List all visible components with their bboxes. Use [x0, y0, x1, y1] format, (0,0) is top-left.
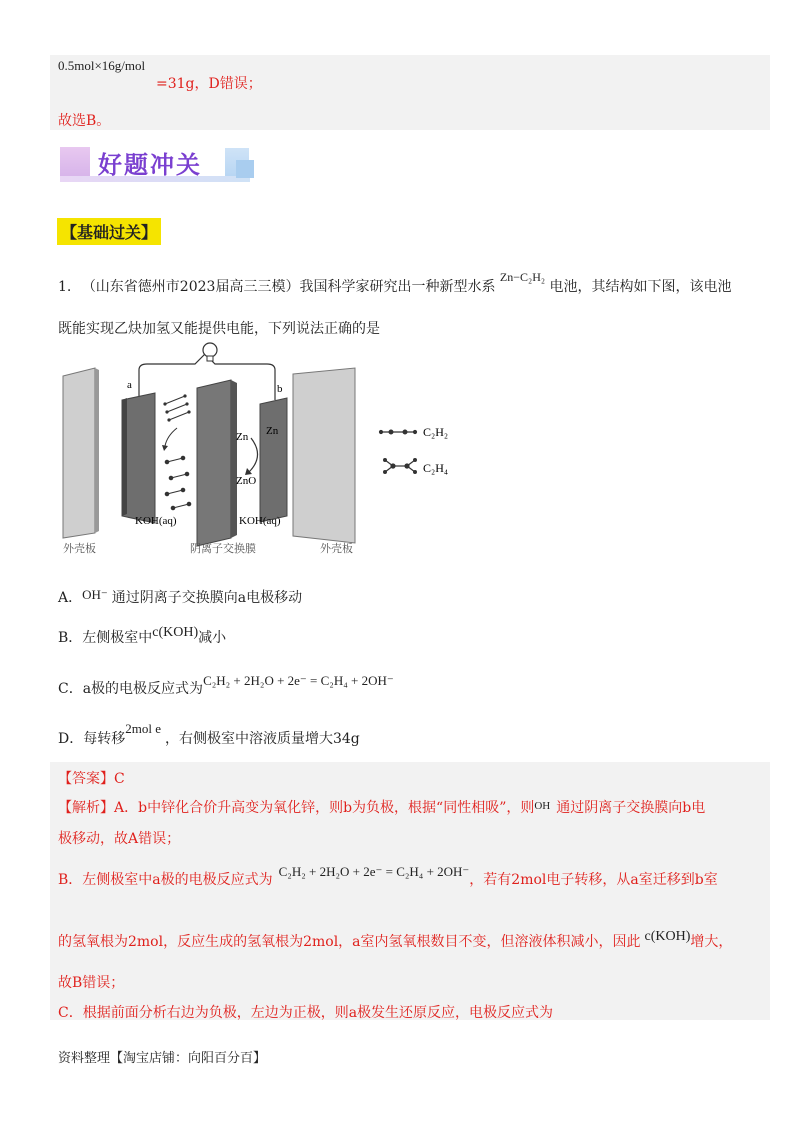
- conclusion-text: 故选B。: [58, 113, 111, 129]
- footer: 资料整理【淘宝店铺：向阳百分百】: [58, 1051, 267, 1066]
- option-d-amount: 2mol e: [125, 721, 161, 736]
- option-b-prefix: B．左侧极室中: [58, 630, 153, 646]
- question-prefix: （山东省德州市2023届高三三模）我国科学家研究出一种新型水系: [81, 279, 496, 295]
- option-a: [58, 587, 302, 607]
- option-d-text: ，右侧极室中溶液质量增大34g: [164, 731, 360, 747]
- battery-diagram: [55, 338, 475, 558]
- arrow-to-electrode: [165, 428, 177, 446]
- legend-c2h2: C₂H₂: [423, 425, 449, 439]
- option-c-equation: C₂H₂ + 2H₂O + 2e⁻ = C₂H₄ + 2OH⁻: [203, 673, 394, 688]
- analysis-a-line-2: 极移动，故A错误；: [58, 831, 181, 847]
- option-a-prefix: A．: [58, 590, 83, 606]
- analysis-a-ion: OH: [534, 800, 551, 812]
- label-a: a: [127, 379, 132, 391]
- bulb-icon: [203, 343, 217, 357]
- analysis-b-line-3: 故B错误；: [58, 975, 125, 991]
- question-line-2: 既能实现乙炔加氢又能提供电能，下列说法正确的是: [58, 321, 380, 337]
- option-b-expr: c(KOH): [152, 625, 199, 640]
- left-shell-plate: [63, 368, 95, 538]
- label-shell-left: 外壳板: [63, 542, 96, 555]
- label-koh-left: KOH(aq): [135, 515, 177, 527]
- label-koh-right: KOH(aq): [239, 515, 281, 527]
- option-d-prefix: D．每转移: [58, 731, 126, 747]
- label-membrane: 阴离子交换膜: [190, 542, 256, 555]
- label-zn: Zn: [236, 431, 249, 443]
- option-d: [58, 721, 360, 748]
- section-tag: 【基础过关】: [57, 218, 161, 245]
- analysis-b-equation: C₂H₂ + 2H₂O + 2e⁻ = C₂H₄ + 2OH⁻: [278, 864, 470, 879]
- analysis-a-line-1: [58, 797, 705, 817]
- option-c-prefix: C．a极的电极反应式为: [58, 681, 204, 697]
- result-text: =31g，D错误；: [156, 76, 262, 92]
- banner-title: 好题冲关: [98, 151, 202, 179]
- analysis-b-line-2: [58, 931, 732, 951]
- analysis-b-text-4: 增大，: [690, 934, 733, 950]
- question-line-1: [58, 270, 732, 296]
- system-formula: Zn−C₂H₂: [499, 270, 546, 284]
- question-number: 1.: [58, 279, 72, 295]
- fraction-numerator: 0.5mol×16g/mol: [58, 58, 146, 73]
- analysis-c-line-1: C．根据前面分析右边为负极，左边为正极，则a极发生还原反应，电极反应式为: [58, 1005, 554, 1021]
- zn-to-zno-arrow: [249, 438, 258, 472]
- legend-c2h2-symbol: [379, 430, 416, 434]
- legend-c2h4: C₂H₄: [423, 461, 449, 475]
- option-b-text: 减小: [198, 630, 227, 646]
- label-b: b: [277, 383, 283, 395]
- anion-exchange-membrane: [197, 380, 231, 546]
- option-a-ion: OH⁻: [82, 587, 108, 602]
- label-shell-right: 外壳板: [320, 542, 353, 555]
- label-zn-right: Zn: [266, 425, 279, 437]
- label-zno: ZnO: [236, 475, 257, 487]
- analysis-b-text-2: ，若有2mol电子转移，从a室迁移到b室: [469, 872, 718, 888]
- legend-c2h4-symbol: [384, 459, 417, 474]
- c2h4-molecules: [165, 456, 191, 510]
- question-suffix: 电池，其结构如下图，该电池: [549, 279, 732, 295]
- analysis-b-line-1: [58, 864, 718, 889]
- analysis-a-text-1: 【解析】A．b中锌化合价升高变为氧化锌，则b为负极，根据“同性相吸”，则: [58, 800, 535, 816]
- analysis-b-text-1: B．左侧极室中a极的电极反应式为: [58, 872, 273, 888]
- option-a-text: 通过阴离子交换膜向a电极移动: [111, 590, 303, 606]
- electrode-b: [260, 398, 287, 522]
- option-c: [58, 673, 394, 698]
- option-b: [58, 627, 226, 647]
- banner-decoration-right-2: [236, 160, 254, 178]
- analysis-b-expr: c(KOH): [644, 929, 691, 944]
- analysis-b-text-3: 的氢氧根为2mol，反应生成的氢氧根为2mol，a室内氢氧根数目不变，但溶液体积减小，因此: [58, 934, 641, 950]
- answer-line: 【答案】C: [58, 771, 125, 787]
- banner-decoration-left: [60, 147, 90, 177]
- analysis-a-text-2: 通过阴离子交换膜向b电: [556, 800, 706, 816]
- c2h2-molecules: [163, 394, 190, 421]
- right-shell-plate: [293, 368, 355, 543]
